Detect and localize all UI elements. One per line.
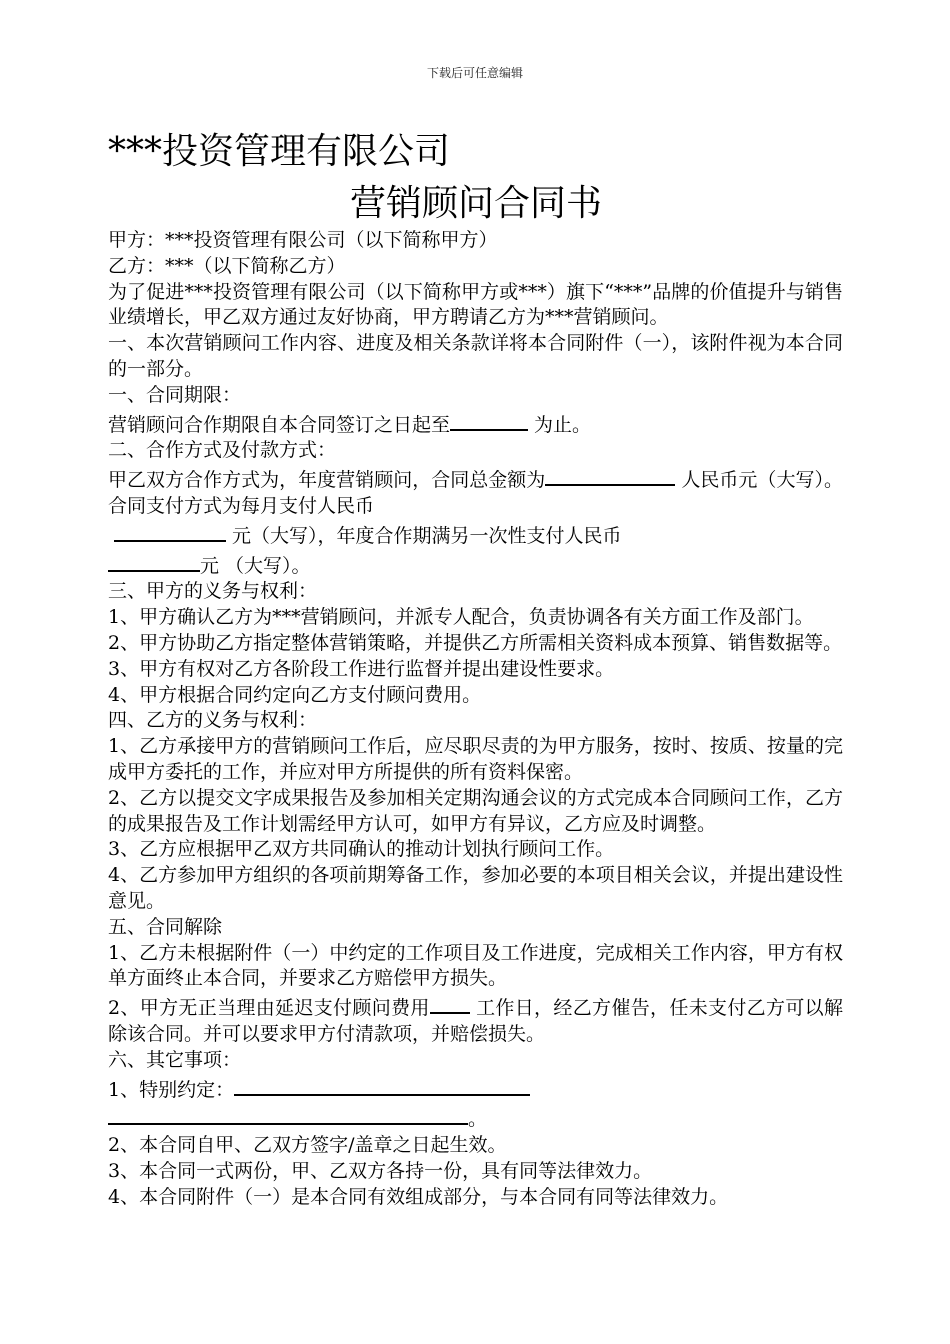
party-b-item: 1、乙方承接甲方的营销顾问工作后，应尽职尽责的为甲方服务，按时、按质、按量的完成甲方委托的工作，并应对甲方所提供的所有资料保密。 xyxy=(108,735,843,783)
term-heading: 一、合同期限： xyxy=(108,383,242,406)
other-item xyxy=(108,1074,843,1134)
termination-text-a: 2、甲方无正当理由延迟支付顾问费用 xyxy=(108,997,430,1020)
other-item: 3、本合同一式两份，甲、乙双方各持一份，具有同等法律效力。 xyxy=(108,1159,653,1182)
term-text-a: 营销顾问合作期限自本合同签订之日起至 xyxy=(108,413,451,436)
party-b-line: 乙方：***（以下简称乙方） xyxy=(108,254,346,277)
term-paragraph xyxy=(108,409,843,439)
total-amount-blank[interactable] xyxy=(545,464,675,486)
company-title: ***投资管理有限公司 xyxy=(108,131,451,172)
document-title xyxy=(0,182,950,226)
payment-text-a: 甲乙双方合作方式为，年度营销顾问，合同总金额为 xyxy=(108,469,546,492)
document-title-text: 营销顾问合同书 xyxy=(349,183,602,224)
special-terms-end: 。 xyxy=(468,1108,488,1131)
header-note: 下载后可任意编辑 xyxy=(426,66,523,80)
payment-heading: 二、合作方式及付款方式： xyxy=(108,439,337,462)
payment-text-d: 元 （大写）。 xyxy=(200,554,311,577)
delay-days-blank[interactable] xyxy=(430,992,470,1014)
term-text-b: 为止。 xyxy=(528,413,592,436)
monthly-amount-blank[interactable] xyxy=(114,520,226,542)
special-terms-label: 1、特别约定： xyxy=(108,1078,235,1101)
term-end-date-blank[interactable] xyxy=(450,409,528,431)
party-b-item: 3、乙方应根据甲乙双方共同确认的推动计划执行顾问工作。 xyxy=(108,838,615,861)
contract-body xyxy=(108,228,843,1210)
party-a-duties-heading: 三、甲方的义务与权利： xyxy=(108,580,318,603)
termination-heading: 五、合同解除 xyxy=(108,915,223,938)
payment-paragraph xyxy=(108,464,843,579)
party-a-item: 3、甲方有权对乙方各阶段工作进行监督并提出建设性要求。 xyxy=(108,657,615,680)
termination-item xyxy=(108,992,843,1048)
party-a-item: 2、甲方协助乙方指定整体营销策略，并提供乙方所需相关资料成本预算、销售数据等。 xyxy=(108,631,843,654)
party-b-duties-heading: 四、乙方的义务与权利： xyxy=(108,709,318,732)
termination-text-b: 工作日，经乙方催告，任未支付乙方可以解除该合同。并可以要求甲方付清款项，并赔偿损失。 xyxy=(108,997,844,1045)
party-a-item: 1、甲方确认乙方为***营销顾问，并派专人配合，负责协调各有关方面工作及部门。 xyxy=(108,606,814,629)
party-a-line: 甲方：***投资管理有限公司（以下简称甲方） xyxy=(108,229,498,251)
termination-item: 1、乙方未根据附件（一）中约定的工作项目及工作进度，完成相关工作内容，甲方有权单方面终止本合同，并要求乙方赔偿甲方损失。 xyxy=(108,941,843,990)
scope-clause: 一、本次营销顾问工作内容、进度及相关条款详将本合同附件（一），该附件视为本合同的一部分。 xyxy=(108,332,843,380)
intro-paragraph: 为了促进***投资管理有限公司（以下简称甲方或***）旗下“***”品牌的价值提升与销售业绩增长，甲乙双方通过友好协商，甲方聘请乙方为***营销顾问。 xyxy=(108,280,843,329)
other-heading: 六、其它事项： xyxy=(108,1048,242,1071)
party-a-item: 4、甲方根据合同约定向乙方支付顾问费用。 xyxy=(108,683,482,706)
payment-text-b: 人民币元（大写）。合同支付方式为每月支付人民币 xyxy=(108,469,843,517)
party-b-item: 4、乙方参加甲方组织的各项前期筹备工作，参加必要的本项目相关会议，并提出建设性意见。 xyxy=(108,864,843,912)
other-item: 4、本合同附件（一）是本合同有效组成部分，与本合同有同等法律效力。 xyxy=(108,1185,729,1208)
special-terms-blank-line2[interactable] xyxy=(108,1103,468,1125)
party-b-item: 2、乙方以提交文字成果报告及参加相关定期沟通会议的方式完成本合同顾问工作，乙方的成果报告及工作计划需经甲方认可，如甲方有异议，乙方应及时调整。 xyxy=(108,786,843,835)
lump-sum-amount-blank[interactable] xyxy=(108,550,200,572)
other-item: 2、本合同自甲、乙双方签字/盖章之日起生效。 xyxy=(108,1134,507,1157)
special-terms-blank[interactable] xyxy=(234,1074,530,1096)
payment-text-c: 元（大写），年度合作期满另一次性支付人民币 xyxy=(226,524,622,547)
